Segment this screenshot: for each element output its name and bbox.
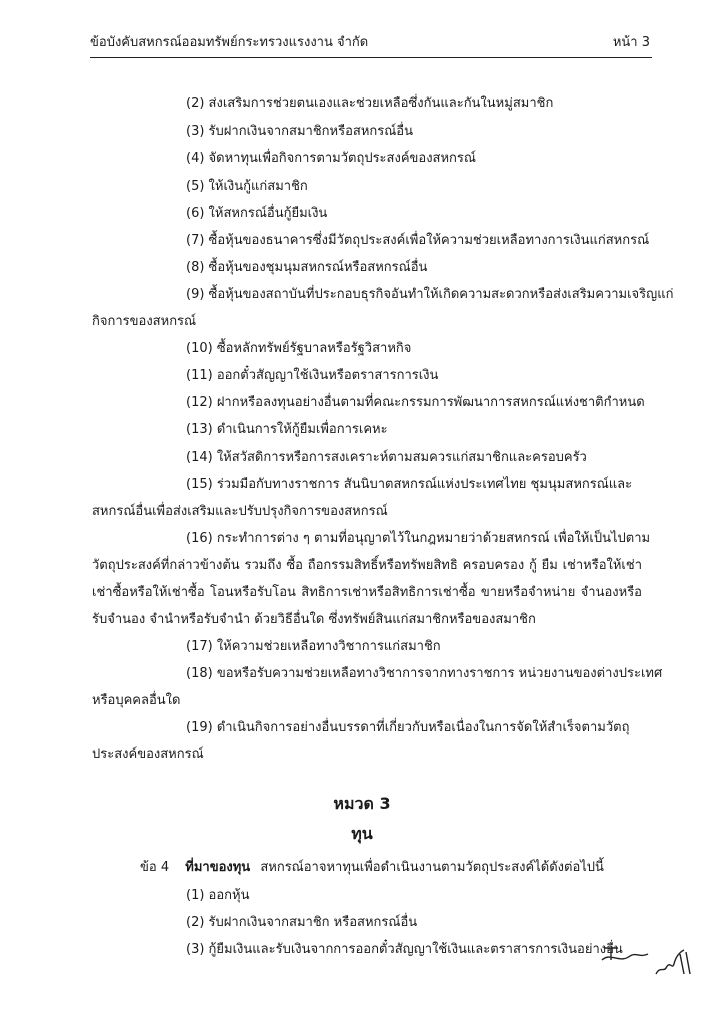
- list-item-continuation: ประสงค์ของสหกรณ์: [92, 747, 204, 762]
- list-item: (16) กระทำการต่าง ๆ ตามที่อนุญาตไว้ในกฎหมายว่าด้วยสหกรณ์ เพื่อให้เป็นไปตาม: [186, 531, 651, 546]
- list-item: (7) ซื้อหุ้นของธนาคารซึ่งมีวัตถุประสงค์เพื่อให้ความช่วยเหลือทางการเงินแก่สหกรณ์: [186, 233, 650, 248]
- chapter-heading: หมวด 3: [333, 794, 391, 813]
- list-item: (3) รับฝากเงินจากสมาชิกหรือสหกรณ์อื่น: [186, 124, 414, 139]
- clause-line: [140, 858, 604, 878]
- list-item: (1) ออกหุ้น: [186, 888, 250, 903]
- list-item: (11) ออกตั๋วสัญญาใช้เงินหรือตราสารการเงิน: [186, 368, 439, 383]
- list-item-continuation: สหกรณ์อื่นเพื่อส่งเสริมและปรับปรุงกิจการของสหกรณ์: [92, 504, 388, 519]
- clause-heading: ที่มาของทุน: [185, 860, 251, 875]
- page-number: หน้า 3: [612, 35, 650, 50]
- list-item: (13) ดำเนินการให้กู้ยืมเพื่อการเคหะ: [186, 422, 388, 437]
- header-divider: [90, 57, 652, 58]
- list-item-continuation: หรือบุคคลอื่นใด: [92, 693, 181, 708]
- list-item: (3) กู้ยืมเงินและรับเงินจากการออกตั๋วสัญญาใช้เงินและตราสารการเงินอย่างอื่น: [186, 942, 623, 957]
- list-item: (2) ส่งเสริมการช่วยตนเองและช่วยเหลือซึ่งกันและกันในหมู่สมาชิก: [186, 96, 554, 111]
- list-item: (10) ซื้อหลักทรัพย์รัฐบาลหรือรัฐวิสาหกิจ: [186, 341, 412, 356]
- list-item-continuation: วัตถุประสงค์ที่กล่าวข้างต้น รวมถึง ซื้อ ถือกรรมสิทธิ์หรือทรัพยสิทธิ ครอบครอง กู้ ยืม เช่าหรือให้เช่า: [92, 558, 642, 573]
- list-item: (17) ให้ความช่วยเหลือทางวิชาการแก่สมาชิก: [186, 639, 441, 654]
- list-item: (5) ให้เงินกู้แก่สมาชิก: [186, 179, 308, 194]
- list-item-continuation: รับจำนอง จำนำหรือรับจำนำ ด้วยวิธีอื่นใด ซึ่งทรัพย์สินแก่สมาชิกหรือของสมาชิก: [92, 612, 536, 627]
- list-item: (8) ซื้อหุ้นของชุมนุมสหกรณ์หรือสหกรณ์อื่น: [186, 260, 428, 275]
- list-item: (9) ซื้อหุ้นของสถาบันที่ประกอบธุรกิจอันทำให้เกิดความสะดวกหรือส่งเสริมความเจริญแก่: [186, 287, 674, 302]
- clause-number: ข้อ 4: [140, 860, 170, 875]
- page-header: [90, 32, 650, 54]
- list-item: (2) รับฝากเงินจากสมาชิก หรือสหกรณ์อื่น: [186, 915, 418, 930]
- list-item: (19) ดำเนินกิจการอย่างอื่นบรรดาที่เกี่ยวกับหรือเนื่องในการจัดให้สำเร็จตามวัตถุ: [186, 720, 630, 735]
- list-item: (18) ขอหรือรับความช่วยเหลือทางวิชาการจากทางราชการ หน่วยงานของต่างประเทศ: [186, 666, 663, 681]
- clause-text: สหกรณ์อาจหาทุนเพื่อดำเนินงานตามวัตถุประสงค์ได้ดังต่อไปนี้: [260, 860, 604, 875]
- signature-mark: [600, 930, 700, 990]
- list-item: (4) จัดหาทุนเพื่อกิจการตามวัตถุประสงค์ของสหกรณ์: [186, 151, 476, 166]
- list-item: (12) ฝากหรือลงทุนอย่างอื่นตามที่คณะกรรมการพัฒนาการสหกรณ์แห่งชาติกำหนด: [186, 395, 645, 410]
- list-item-continuation: กิจการของสหกรณ์: [92, 314, 197, 329]
- list-item: (15) ร่วมมือกับทางราชการ สันนิบาตสหกรณ์แห่งประเทศไทย ชุมนุมสหกรณ์และ: [186, 477, 633, 492]
- chapter-title: ทุน: [351, 824, 373, 843]
- list-item: (14) ให้สวัสดิการหรือการสงเคราะห์ตามสมควรแก่สมาชิกและครอบครัว: [186, 450, 587, 465]
- document-title: ข้อบังคับสหกรณ์ออมทรัพย์กระทรวงแรงงาน จำกัด: [90, 35, 369, 50]
- list-item: (6) ให้สหกรณ์อื่นกู้ยืมเงิน: [186, 206, 328, 221]
- list-item-continuation: เช่าซื้อหรือให้เช่าซื้อ โอนหรือรับโอน สิทธิการเช่าหรือสิทธิการเช่าซื้อ ขายหรือจำหน่าย จำนองหรือ: [92, 585, 642, 600]
